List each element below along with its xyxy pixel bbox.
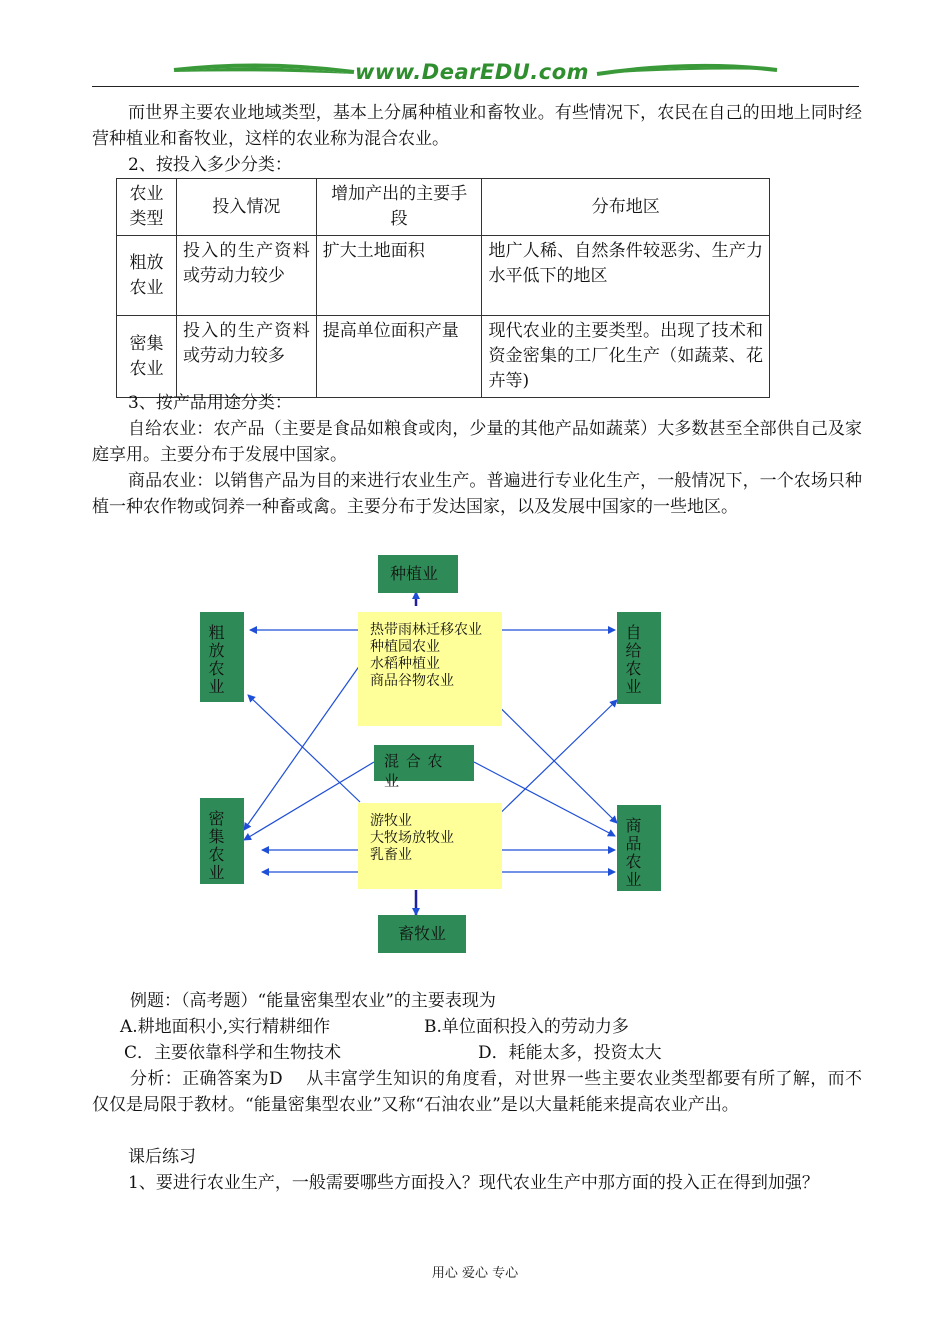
table-header-row bbox=[117, 179, 770, 236]
heading-by-use: 3、按产品用途分类： bbox=[128, 393, 292, 413]
table-cell: 投入的生产资料或劳动力较少 bbox=[176, 236, 316, 316]
exercise-title: 课后练习 bbox=[128, 1147, 196, 1167]
header-rule bbox=[92, 86, 859, 87]
table-cell: 提高单位面积产量 bbox=[316, 316, 482, 398]
table-row bbox=[117, 236, 770, 316]
table-cell: 密集农业 bbox=[117, 316, 177, 398]
exercise-question-1: 1、要进行农业生产，一般需要哪些方面投入？现代农业生产中那方面的投入正在得到加强？ bbox=[128, 1173, 819, 1193]
crop-type-item: 热带雨林迁移农业 bbox=[370, 622, 482, 638]
option-c: C．主要依靠科学和生物技术 bbox=[124, 1043, 342, 1063]
table-header-cell: 投入情况 bbox=[176, 179, 316, 236]
table-cell: 扩大土地面积 bbox=[316, 236, 482, 316]
table-cell: 粗放农业 bbox=[117, 236, 177, 316]
option-a: A.耕地面积小,实行精耕细作 bbox=[120, 1017, 331, 1037]
paragraph-mixed-farming: 而世界主要农业地域类型，基本上分属种植业和畜牧业。有些情况下，农民在自己的田地上同时经营种植业和畜牧业，这样的农业称为混合农业。 bbox=[92, 103, 862, 149]
box-subsistence-label: 自给农业 bbox=[623, 624, 642, 696]
agriculture-types-diagram bbox=[0, 540, 950, 970]
box-livestock-types bbox=[358, 803, 502, 889]
paragraph-subsistence: 自给农业：农产品（主要是食品如粮食或肉，少量的其他产品如蔬菜）大多数甚至全部供自己及家庭享用。主要分布于发展中国家。 bbox=[92, 419, 862, 465]
box-crop-types bbox=[358, 612, 502, 726]
box-mixed-farming: 混 合 农 业 bbox=[374, 745, 474, 781]
arrow bbox=[244, 762, 374, 840]
analysis-paragraph: 分析：正确答案为D 从丰富学生知识的角度看，对世界一些主要农业类型都要有所了解，而不仅仅是局限于教材。“能量密集型农业”又称“石油农业”是以大量耗能来提高农业产出。 bbox=[92, 1069, 862, 1115]
table-cell: 地广人稀、自然条件较恶劣、生产力水平低下的地区 bbox=[482, 236, 770, 316]
box-commercial-label: 商品农业 bbox=[623, 817, 642, 889]
option-d: D．耗能太多，投资太大 bbox=[478, 1043, 662, 1063]
site-logo[interactable]: www.DearEDU.com bbox=[354, 60, 590, 84]
table-row bbox=[117, 316, 770, 398]
box-intensive bbox=[200, 798, 244, 884]
livestock-type-item: 乳畜业 bbox=[370, 847, 412, 863]
box-livestock: 畜牧业 bbox=[378, 915, 466, 953]
arrow bbox=[248, 695, 360, 802]
example-question: 例题：（高考题）“能量密集型农业”的主要表现为 bbox=[130, 991, 496, 1011]
box-subsistence bbox=[617, 612, 661, 704]
crop-type-item: 种植园农业 bbox=[370, 639, 440, 655]
box-crop-farming: 种植业 bbox=[378, 555, 458, 593]
box-extensive-label: 粗放农业 bbox=[206, 624, 225, 696]
page-footer: 用心 爱心 专心 bbox=[431, 1266, 519, 1281]
input-classification-table bbox=[116, 178, 770, 398]
crop-type-item: 商品谷物农业 bbox=[370, 673, 454, 689]
box-commercial bbox=[617, 805, 661, 891]
livestock-type-item: 游牧业 bbox=[370, 813, 412, 829]
option-b: B.单位面积投入的劳动力多 bbox=[424, 1017, 629, 1037]
box-extensive bbox=[200, 612, 244, 702]
box-intensive-label: 密集农业 bbox=[206, 810, 225, 882]
livestock-type-item: 大牧场放牧业 bbox=[370, 830, 454, 846]
table-header-cell: 分布地区 bbox=[482, 179, 770, 236]
table-cell: 投入的生产资料或劳动力较多 bbox=[176, 316, 316, 398]
table-cell: 现代农业的主要类型。出现了技术和资金密集的工厂化生产（如蔬菜、花卉等) bbox=[482, 316, 770, 398]
table-header-cell: 增加产出的主要手段 bbox=[316, 179, 482, 236]
table-header-cell: 农业类型 bbox=[117, 179, 177, 236]
heading-by-input: 2、按投入多少分类： bbox=[128, 155, 292, 175]
crop-type-item: 水稻种植业 bbox=[370, 656, 440, 672]
paragraph-commercial: 商品农业：以销售产品为目的来进行农业生产。普遍进行专业化生产，一般情况下，一个农场只种植一种农作物或饲养一种畜或禽。主要分布于发达国家，以及发展中国家的一些地区。 bbox=[92, 471, 862, 517]
arrow bbox=[488, 700, 617, 825]
